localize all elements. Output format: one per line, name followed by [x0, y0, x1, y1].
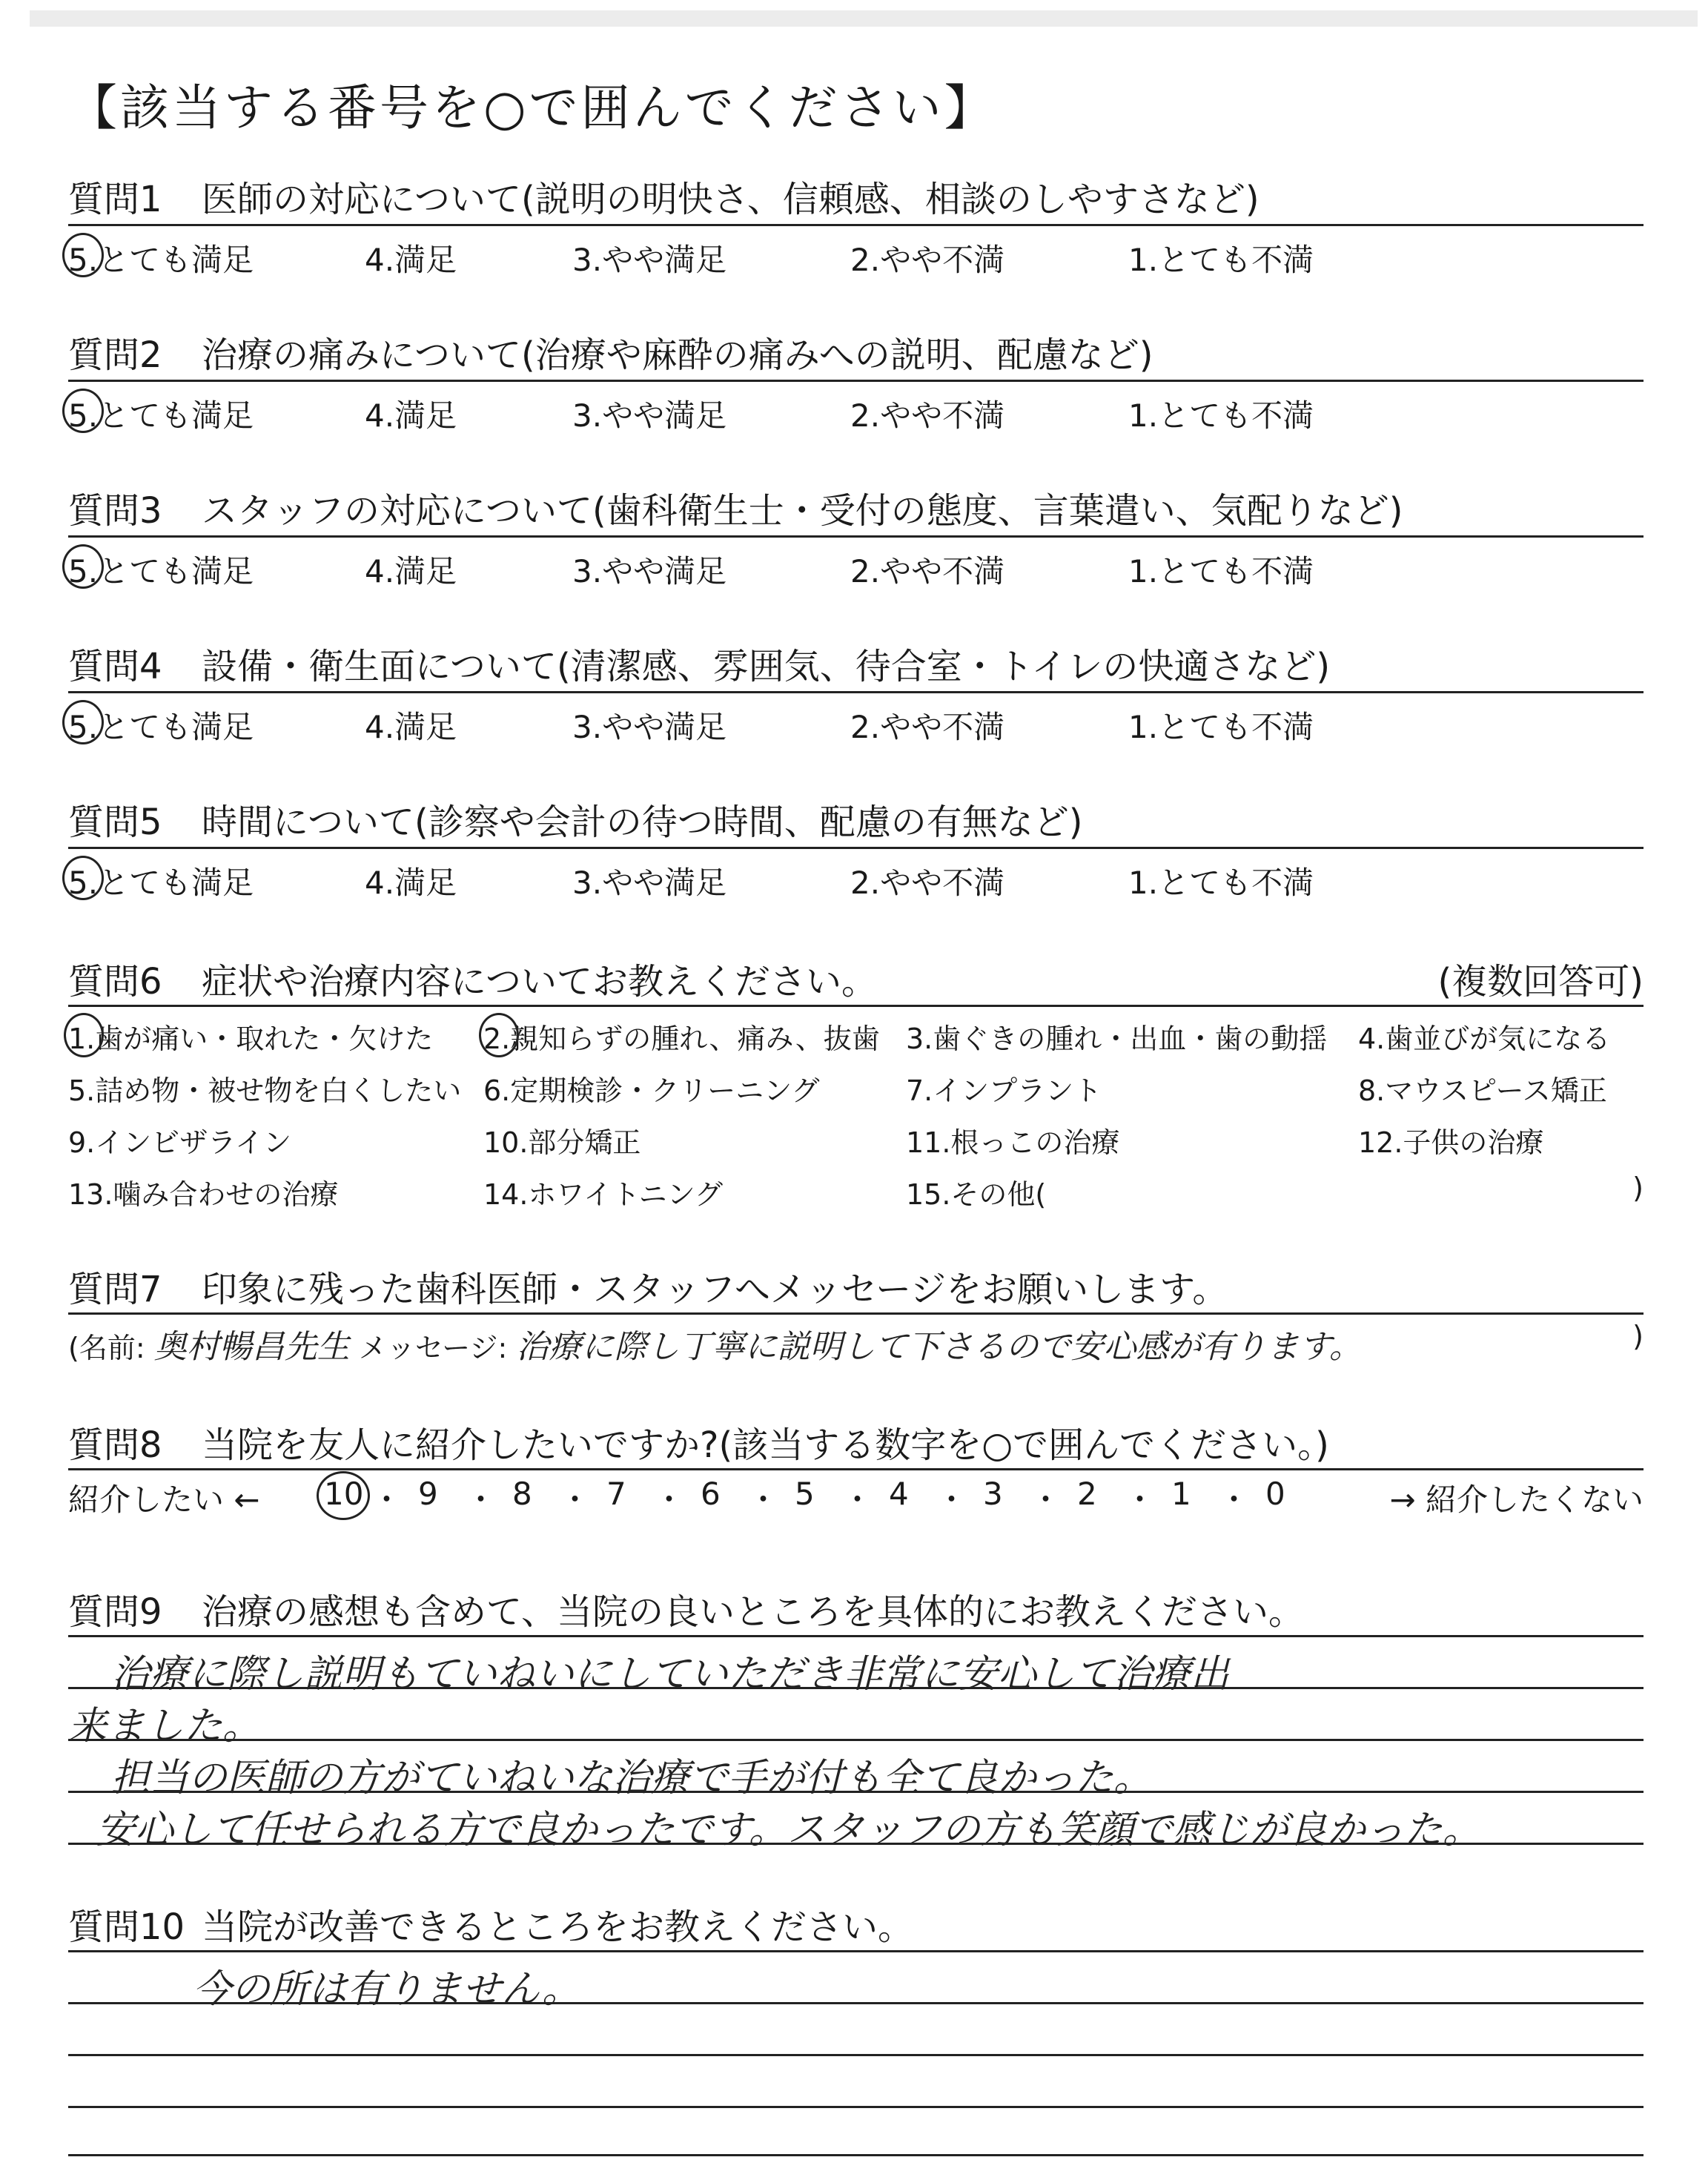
- q10-rule-4: [68, 2106, 1644, 2108]
- q8-number: 質問8: [68, 1424, 162, 1466]
- q9-rule-1: [68, 1635, 1644, 1637]
- q7-message-label: メッセージ:: [358, 1332, 508, 1364]
- q4-title: [68, 638, 1330, 689]
- q8-score-8[interactable]: 8: [512, 1476, 532, 1512]
- q1-rule: [68, 224, 1644, 226]
- q2-number: 質問2: [68, 334, 162, 376]
- q3-options: [68, 547, 1644, 592]
- q6-option-9[interactable]: 9.インビザライン: [68, 1126, 292, 1159]
- q2-rule: [68, 380, 1644, 382]
- q4-option-1[interactable]: 1.とても不満: [1128, 709, 1314, 745]
- q8-text: 当院を友人に紹介したいですか?(該当する数字を○で囲んでください。): [202, 1424, 1329, 1466]
- q4-options: [68, 703, 1644, 747]
- q8-separator: ・: [465, 1482, 497, 1518]
- q3-title: [68, 482, 1403, 533]
- q8-separator: ・: [371, 1482, 403, 1518]
- q3-option-1[interactable]: 1.とても不満: [1128, 553, 1314, 589]
- q10-title: [68, 1898, 913, 1949]
- q3-selected-circle: [62, 544, 104, 589]
- q1-option-3[interactable]: 3.やや満足: [572, 242, 727, 278]
- q2-option-3[interactable]: 3.やや満足: [572, 397, 727, 434]
- q8-score-7[interactable]: 7: [606, 1476, 626, 1512]
- q2-selected-circle: [62, 389, 104, 433]
- q1-option-2[interactable]: 2.やや不満: [850, 242, 1005, 278]
- q1-options: [68, 236, 1644, 280]
- q8-score-3[interactable]: 3: [983, 1476, 1003, 1512]
- q1-option-1[interactable]: 1.とても不満: [1128, 242, 1314, 278]
- q1-selected-circle: [62, 233, 104, 277]
- q4-number: 質問4: [68, 646, 162, 687]
- q8-score-6[interactable]: 6: [701, 1476, 721, 1512]
- q8-score-10[interactable]: 10: [324, 1476, 364, 1512]
- q2-options: [68, 392, 1644, 436]
- q8-score-2[interactable]: 2: [1077, 1476, 1097, 1512]
- q6-option-5[interactable]: 5.詰め物・被せ物を白くしたい: [68, 1074, 462, 1107]
- q6-option-7[interactable]: 7.インプラント: [906, 1074, 1102, 1107]
- q5-number: 質問5: [68, 802, 162, 843]
- q3-option-2[interactable]: 2.やや不満: [850, 553, 1005, 589]
- q9-answer-line-1: 治療に際し説明もていねいにしていただき非常に安心して治療出: [111, 1652, 1230, 1697]
- q2-title: [68, 326, 1153, 377]
- q4-rule: [68, 691, 1644, 693]
- q6-text: 症状や治療内容についてお教えください。: [202, 961, 878, 1003]
- q7-message-line: [68, 1320, 1644, 1367]
- q4-option-3[interactable]: 3.やや満足: [572, 709, 727, 745]
- q7-name-label: (名前:: [68, 1332, 145, 1364]
- q6-hint: (複数回答可): [1437, 961, 1644, 1003]
- q8-scale-row: [68, 1476, 1644, 1520]
- q8-separator: ・: [1218, 1482, 1250, 1518]
- q8-separator: ・: [653, 1482, 685, 1518]
- q5-option-2[interactable]: 2.やや不満: [850, 865, 1005, 901]
- q5-option-5[interactable]: 5.とても満足: [68, 865, 254, 901]
- q6-rule: [68, 1005, 1644, 1007]
- q4-option-2[interactable]: 2.やや不満: [850, 709, 1005, 745]
- q5-options: [68, 859, 1644, 903]
- q5-selected-circle: [62, 856, 104, 900]
- q6-option-8[interactable]: 8.マウスピース矯正: [1358, 1074, 1607, 1107]
- q7-name-value: 奥村暢昌先生: [153, 1328, 350, 1366]
- q10-answer-line-1: 今の所は有りません。: [193, 1967, 581, 2012]
- q2-option-1[interactable]: 1.とても不満: [1128, 397, 1314, 434]
- q7-text: 印象に残った歯科医師・スタッフへメッセージをお願いします。: [202, 1269, 1228, 1310]
- q8-separator: ・: [841, 1482, 873, 1518]
- q8-separator: ・: [1124, 1482, 1156, 1518]
- q10-rule-5: [68, 2154, 1644, 2156]
- q1-option-5[interactable]: 5.とても満足: [68, 242, 254, 278]
- q6-option-11[interactable]: 11.根っこの治療: [906, 1126, 1120, 1159]
- q10-rule-1: [68, 1950, 1644, 1952]
- q8-left-label: 紹介したい ←: [68, 1482, 260, 1518]
- page-title: 【該当する番号を○で囲んでください】: [68, 79, 996, 136]
- q8-separator: ・: [936, 1482, 967, 1518]
- q8-separator: ・: [1030, 1482, 1062, 1518]
- q5-option-3[interactable]: 3.やや満足: [572, 865, 727, 901]
- q8-title: [68, 1416, 1329, 1467]
- q8-score-9[interactable]: 9: [418, 1476, 438, 1512]
- q5-title: [68, 793, 1083, 845]
- q6-option-13[interactable]: 13.噛み合わせの治療: [68, 1178, 339, 1211]
- q10-rule-3: [68, 2054, 1644, 2056]
- q8-score-5[interactable]: 5: [795, 1476, 815, 1512]
- q6-selected-circle-1: [64, 1013, 104, 1057]
- q4-text: 設備・衛生面について(清潔感、雰囲気、待合室・トイレの快適さなど): [202, 646, 1331, 687]
- q6-option-1[interactable]: 1.歯が痛い・取れた・欠けた: [68, 1023, 434, 1055]
- q5-option-4[interactable]: 4.満足: [365, 865, 457, 901]
- q8-score-0[interactable]: 0: [1265, 1476, 1285, 1512]
- q6-option-6[interactable]: 6.定期検診・クリーニング: [483, 1074, 820, 1107]
- q8-separator: ・: [747, 1482, 779, 1518]
- q7-rule: [68, 1312, 1644, 1315]
- q5-option-1[interactable]: 1.とても不満: [1128, 865, 1314, 901]
- q9-text: 治療の感想も含めて、当院の良いところを具体的にお教えください。: [202, 1591, 1305, 1633]
- q4-option-4[interactable]: 4.満足: [365, 709, 457, 745]
- q3-option-4[interactable]: 4.満足: [365, 553, 457, 589]
- q3-text: スタッフの対応について(歯科衛生士・受付の態度、言葉遣い、気配りなど): [202, 490, 1403, 532]
- q9-number: 質問9: [68, 1591, 162, 1633]
- q6-option-15[interactable]: 15.その他(: [906, 1178, 1047, 1211]
- q5-rule: [68, 847, 1644, 849]
- q10-number: 質問10: [68, 1906, 185, 1948]
- q6-option-3[interactable]: 3.歯ぐきの腫れ・出血・歯の動揺: [906, 1023, 1328, 1055]
- scan-edge: [30, 10, 1698, 27]
- q7-number: 質問7: [68, 1269, 162, 1310]
- q1-title: [68, 171, 1260, 222]
- q4-selected-circle: [62, 700, 104, 744]
- q7-message-value: 治療に際し丁寧に説明して下さるので安心感が有ります。: [516, 1328, 1362, 1366]
- q8-separator: ・: [559, 1482, 591, 1518]
- q1-number: 質問1: [68, 179, 162, 220]
- q10-text: 当院が改善できるところをお教えください。: [202, 1906, 914, 1948]
- q3-option-3[interactable]: 3.やや満足: [572, 553, 727, 589]
- q6-number: 質問6: [68, 961, 162, 1003]
- q9-rule-3: [68, 1739, 1644, 1741]
- q6-option-10[interactable]: 10.部分矯正: [483, 1126, 641, 1159]
- q6-options: [68, 1016, 1644, 1223]
- q3-option-5[interactable]: 5.とても満足: [68, 553, 254, 589]
- q6-hint-wrap: [68, 953, 1644, 1003]
- q3-number: 質問3: [68, 490, 162, 532]
- q2-option-2[interactable]: 2.やや不満: [850, 397, 1005, 434]
- q5-text: 時間について(診察や会計の待つ時間、配慮の有無など): [202, 802, 1083, 843]
- q6-option-2[interactable]: 2.親知らずの腫れ、痛み、抜歯: [483, 1023, 880, 1055]
- q4-option-5[interactable]: 5.とても満足: [68, 709, 254, 745]
- q2-option-4[interactable]: 4.満足: [365, 397, 457, 434]
- q8-score-1[interactable]: 1: [1171, 1476, 1191, 1512]
- q9-answer-line-4: 安心して任せられる方で良かったです。スタッフの方も笑顔で感じが良かった。: [96, 1808, 1481, 1852]
- q9-title: [68, 1583, 1304, 1634]
- q8-rule: [68, 1468, 1644, 1470]
- q9-answer-line-3: 担当の医師の方がていねいな治療で手が付も全て良かった。: [111, 1756, 1153, 1800]
- q7-title: [68, 1261, 1228, 1312]
- q2-option-5[interactable]: 5.とても満足: [68, 397, 254, 434]
- q2-text: 治療の痛みについて(治療や麻酔の痛みへの説明、配慮など): [202, 334, 1153, 376]
- q1-text: 医師の対応について(説明の明快さ、信頼感、相談のしやすさなど): [202, 179, 1260, 220]
- q6-option-12[interactable]: 12.子供の治療: [1358, 1126, 1544, 1159]
- q6-other-close: ): [1632, 1172, 1644, 1204]
- q6-option-14[interactable]: 14.ホワイトニング: [483, 1178, 724, 1211]
- q8-selected-circle: [317, 1471, 370, 1520]
- q7-close-paren: ): [1632, 1320, 1644, 1353]
- q1-option-4[interactable]: 4.満足: [365, 242, 457, 278]
- q8-score-4[interactable]: 4: [889, 1476, 909, 1512]
- q9-answer-line-2: 来ました。: [68, 1704, 262, 1748]
- q8-right-label: → 紹介したくない: [1389, 1482, 1644, 1518]
- q6-selected-circle-2: [479, 1013, 519, 1057]
- q3-rule: [68, 535, 1644, 538]
- q6-option-4[interactable]: 4.歯並びが気になる: [1358, 1023, 1611, 1055]
